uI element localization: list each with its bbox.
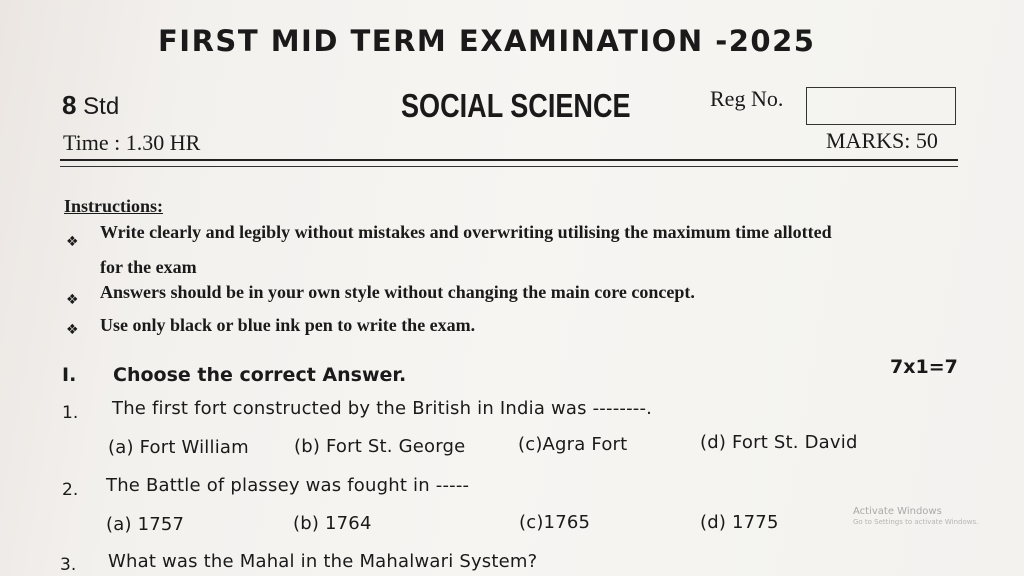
reg-no-label: Reg No. — [710, 86, 784, 111]
activate-windows-title: Activate Windows — [853, 506, 942, 517]
instruction-item: Write clearly and legibly without mistakes and overwriting utilising the maximum time allotted — [100, 222, 832, 242]
exam-title: FIRST MID TERM EXAMINATION -2025 — [158, 24, 816, 58]
option-a: (a) Fort William — [108, 437, 249, 458]
option-b: (b) Fort St. George — [294, 436, 466, 457]
question-text: The first fort constructed by the British in India was --------. — [112, 398, 653, 419]
option-d: (d) 1775 — [700, 512, 779, 533]
reg-no-box[interactable] — [806, 87, 956, 125]
option-a: (a) 1757 — [106, 514, 185, 535]
bullet-icon: ❖ — [66, 322, 79, 338]
section-title: Choose the correct Answer. — [113, 364, 407, 386]
question-number: 2. — [62, 480, 79, 500]
option-d: (d) Fort St. David — [700, 432, 858, 453]
section-marks: 7x1=7 — [890, 356, 958, 378]
standard-label — [62, 90, 119, 121]
question-number: 3. — [60, 555, 77, 575]
question-text: The Battle of plassey was fought in ----- — [106, 475, 470, 496]
instructions-heading: Instructions: — [64, 196, 164, 216]
header-divider-bottom — [60, 166, 958, 167]
instruction-item: Use only black or blue ink pen to write the exam. — [100, 315, 476, 335]
marks-label: MARKS: 50 — [826, 128, 938, 153]
bullet-icon: ❖ — [66, 234, 79, 250]
instruction-item: for the exam — [100, 257, 197, 277]
instruction-item: Answers should be in your own style without changing the main core concept. — [100, 282, 695, 302]
question-number: 1. — [62, 403, 79, 423]
activate-windows-subtitle[interactable]: Go to Settings to activate Windows. — [853, 518, 979, 526]
standard-number: 8 — [62, 90, 77, 120]
subject-title: SOCIAL SCIENCE — [401, 87, 631, 124]
option-b: (b) 1764 — [293, 513, 372, 534]
header-divider-top — [60, 159, 958, 161]
question-text: What was the Mahal in the Mahalwari System? — [108, 551, 538, 572]
time-label: Time : 1.30 HR — [63, 130, 201, 155]
section-number: I. — [62, 364, 77, 386]
standard-suffix: Std — [83, 93, 120, 120]
option-c: (c)1765 — [519, 512, 591, 533]
option-c: (c)Agra Fort — [518, 434, 628, 455]
bullet-icon: ❖ — [66, 292, 79, 308]
